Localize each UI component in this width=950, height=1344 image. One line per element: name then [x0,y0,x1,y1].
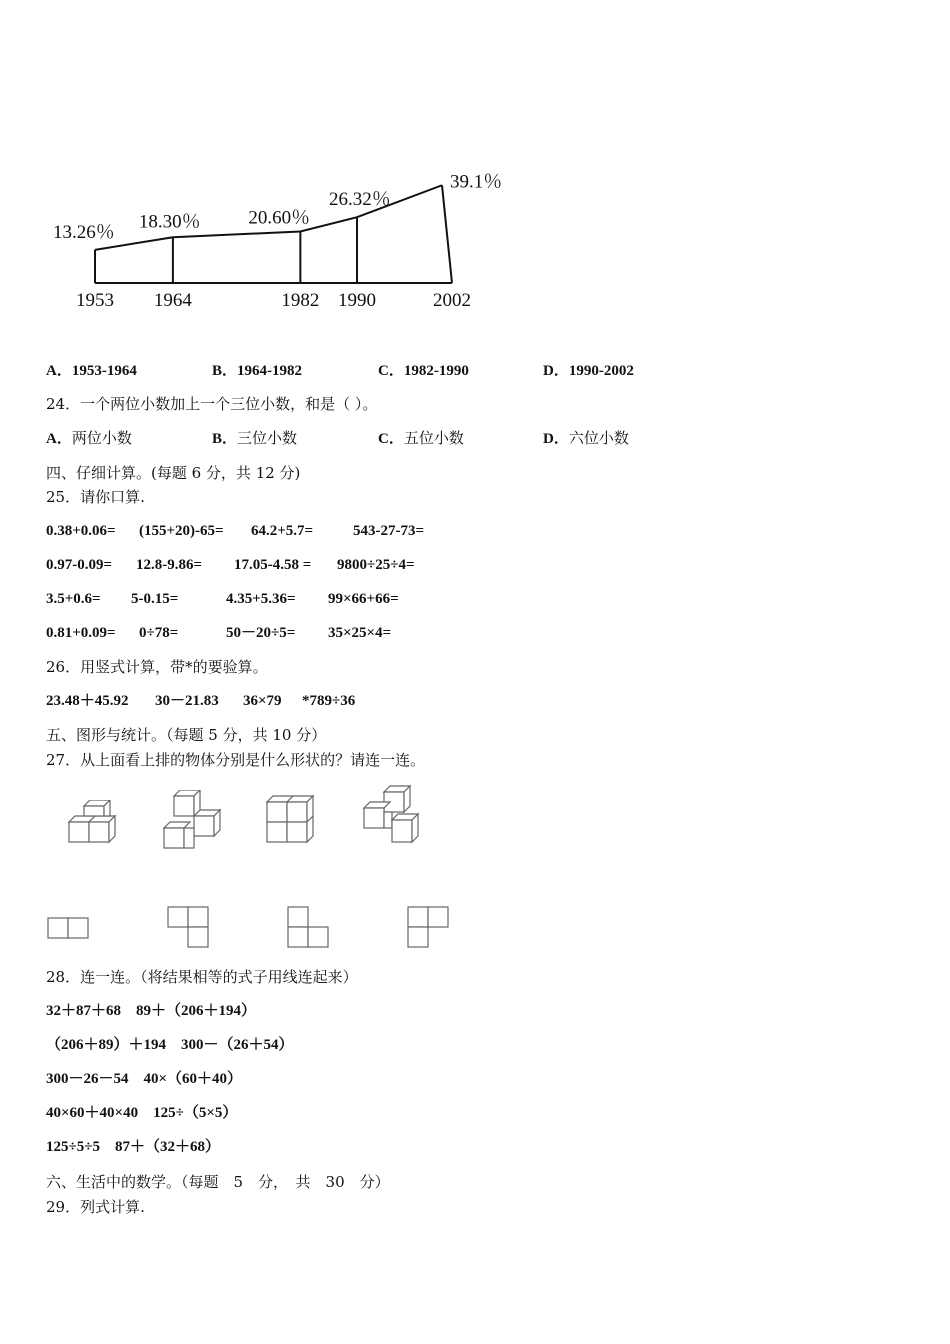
chart-value-label: 13.26％ [53,221,115,243]
chart-value-label: 26.32％ [329,189,391,211]
option-text: 1964-1982 [237,363,303,379]
top-view-3[interactable] [286,905,332,951]
top-view-2[interactable] [166,905,212,951]
q23-option-b[interactable] [212,360,302,381]
option-key: B． [212,431,238,447]
chart-x-tick-label: 2002 [433,290,471,311]
q24-option-d[interactable] [543,428,629,449]
q23-option-a[interactable] [46,360,137,381]
chart-value-label: 18.30％ [138,211,201,233]
q25-item: 0.38+0.06= [46,523,116,539]
q29-stem: 29．列式计算. [46,1198,145,1216]
section-5-heading: 五、图形与统计。（每题 5 分，共 10 分） [46,726,327,744]
option-key: C． [378,363,404,379]
q28-row: （206＋89）＋194 300－（26＋54） [46,1037,294,1053]
q28-row: 300－26－54 40×（60＋40） [46,1071,243,1087]
cube-figure-4[interactable] [356,782,426,848]
q25-item: 5-0.15= [131,591,179,607]
chart-x-tick-label: 1990 [338,290,377,311]
q25-item: 64.2+5.7= [251,523,314,539]
q25-item: 0.97-0.09= [46,557,113,573]
q25-item: 35×25×4= [328,625,392,641]
top-view-1[interactable] [46,915,92,941]
q25-item: 3.5+0.6= [46,591,101,607]
option-key: D． [543,431,569,447]
q23-option-d[interactable] [543,360,634,381]
section-6-heading: 六、生活中的数学。（每题 5 分， 共 30 分） [46,1173,390,1191]
option-text: 五位小数 [403,429,464,447]
q26-item: 36×79 [243,693,282,709]
q25-item: 99×66+66= [328,591,399,607]
option-text: 三位小数 [237,429,298,447]
cube-figure-2[interactable] [160,790,226,850]
q25-item: 50－20÷5= [226,625,296,641]
q25-item: 0÷78= [139,625,179,641]
section-4-heading: 四、仔细计算。(每题 6 分，共 12 分) [46,464,301,482]
option-key: B． [212,363,238,379]
q28-row: 125÷5÷5 87＋（32＋68） [46,1139,220,1155]
option-key: A． [46,431,72,447]
q25-item: 17.05-4.58 = [234,557,312,573]
top-view-4[interactable] [406,905,452,951]
chart-right-edge [442,185,452,283]
option-key: A． [46,363,72,379]
q28-stem: 28．连一连。（将结果相等的式子用线连起来） [46,968,358,986]
chart-value-label: 20.60％ [248,207,311,229]
q25-stem: 25．请你口算. [46,488,145,506]
option-text: 1982-1990 [403,363,469,379]
q28-row: 40×60＋40×40 125÷（5×5） [46,1105,238,1121]
q26-item: *789÷36 [302,693,356,709]
chart-value-label: 39.1％ [450,171,503,193]
q24-stem: 24．一个两位小数加上一个三位小数，和是（ ）。 [46,395,378,413]
q25-item: 4.35+5.36= [226,591,296,607]
q28-row: 32＋87＋68 89＋（206＋194） [46,1003,257,1019]
option-key: C． [378,431,404,447]
q26-item: 23.48＋45.92 [46,693,129,709]
q27-stem: 27．从上面看上排的物体分别是什么形状的？请连一连。 [46,751,426,769]
option-text: 两位小数 [71,429,132,447]
q24-option-c[interactable] [378,428,464,449]
chart-x-tick-label: 1964 [153,290,192,311]
q26-item: 30－21.83 [155,693,219,709]
chart-x-tick-label: 1953 [76,290,114,311]
cube-figure-3[interactable] [263,792,323,848]
population-chart [40,110,520,315]
q26-stem: 26．用竖式计算，带*的要验算。 [46,658,268,676]
option-key: D． [543,363,569,379]
option-text: 1953-1964 [71,363,137,379]
option-text: 1990-2002 [568,363,634,379]
cube-figure-1[interactable] [66,800,126,848]
q23-option-c[interactable] [378,360,469,381]
q25-item: 12.8-9.86= [136,557,203,573]
option-text: 六位小数 [568,429,629,447]
q24-option-b[interactable] [212,428,297,449]
q25-item: 543-27-73= [353,523,425,539]
q25-item: (155+20)-65= [139,523,224,539]
q24-option-a[interactable] [46,428,132,449]
chart-x-tick-label: 1982 [281,290,320,311]
q25-item: 0.81+0.09= [46,625,116,641]
q25-item: 9800÷25÷4= [337,557,415,573]
